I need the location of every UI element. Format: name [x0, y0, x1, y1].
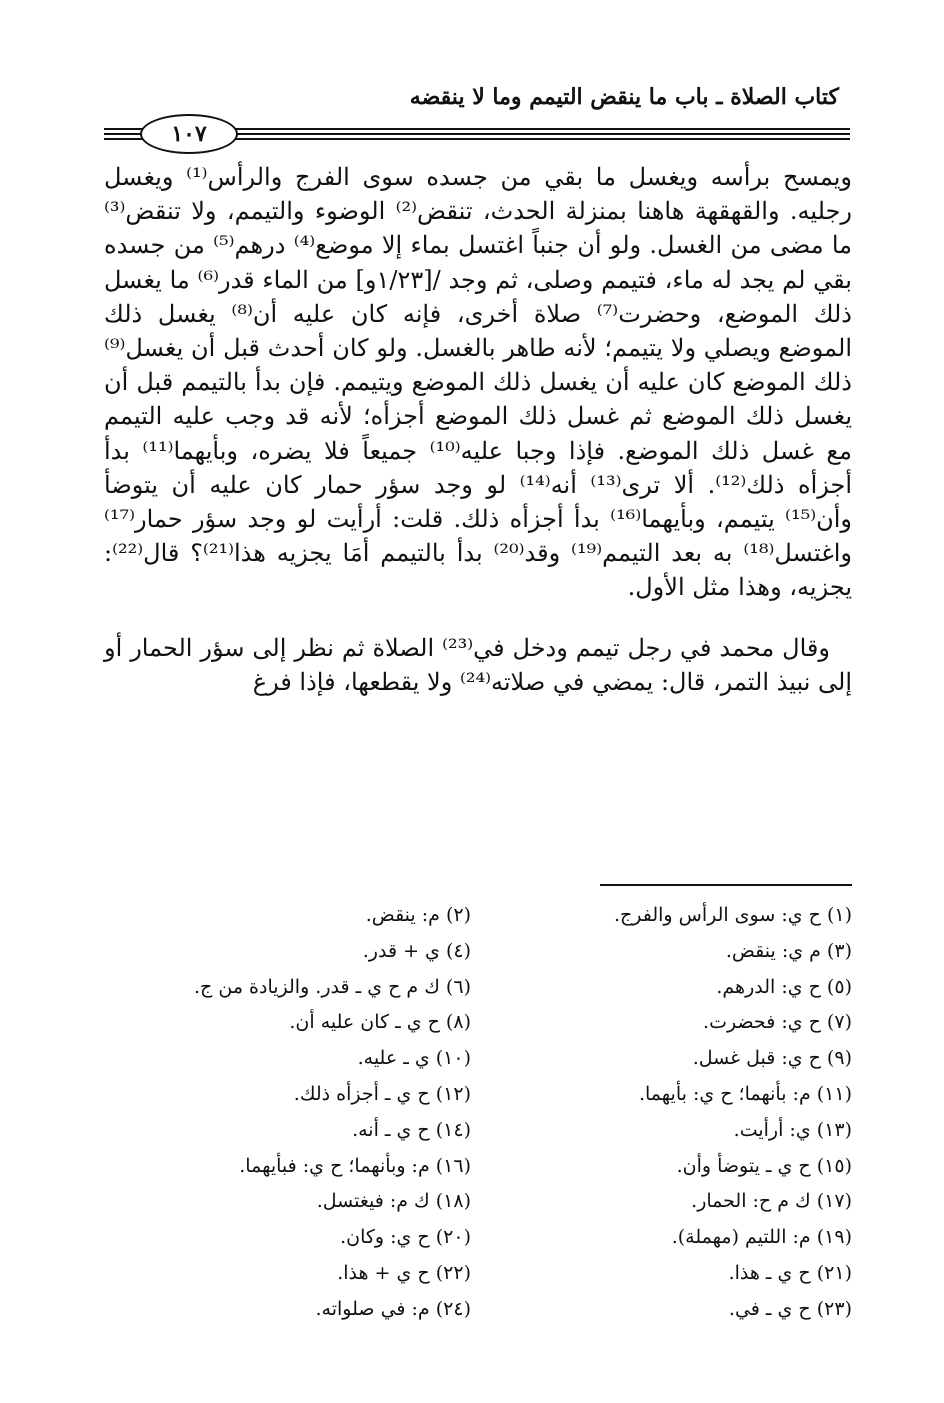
footnote-8: (٨) ح ي ـ كان عليه أن. [289, 1011, 471, 1034]
footnote-16: (١٦) م: وبأنهما؛ ح ي: فبأيهما. [239, 1154, 471, 1177]
footnote-21: (٢١) ح ي ـ هذا. [728, 1261, 852, 1284]
paragraph-1: ويمسح برأسه ويغسل ما بقي من جسده سوى الفرج والرأس⁽¹⁾ ويغسل رجليه. والقهقهة هاهنا بمنزلة الحدث، تنقض⁽²⁾ الوضوء والتيمم، ولا تنقض⁽³⁾ ما مضى من الغسل. ولو أن جنباً اغتسل بماء إلا موضع⁽⁴⁾ درهم⁽⁵⁾ من جسده بقي لم يجد له ماء، فتيمم وصلى، ثم وجد /[١/٢٣و] من الماء قدر⁽⁶⁾ ما يغسل ذلك الموضع، وحضرت⁽⁷⁾ صلاة أخرى، فإنه كان عليه أن⁽⁸⁾ يغسل ذلك الموضع ويصلي ولا يتيمم؛ لأنه طاهر بالغسل. ولو كان أحدث قبل أن يغسل⁽⁹⁾ ذلك الموضع كان عليه أن يغسل ذلك الموضع ويتيمم. فإن بدأ بالتيمم قبل أن يغسل ذلك الموضع ثم غسل ذلك الموضع أجزأه؛ لأنه قد وجب عليه التيمم مع غسل ذلك الموضع. فإذا وجبا عليه⁽¹⁰⁾ جميعاً فلا يضره، وبأيهما⁽¹¹⁾ بدأ أجزأه ذلك⁽¹²⁾. ألا ترى⁽¹³⁾ أنه⁽¹⁴⁾ لو وجد سؤر حمار كان عليه أن يتوضأ وأن⁽¹⁵⁾ يتيمم، وبأيهما⁽¹⁶⁾ بدأ أجزأه ذلك. قلت: أرأيت لو وجد سؤر حمار⁽¹⁷⁾ واغتسل⁽¹⁸⁾ به بعد التيمم⁽¹⁹⁾ وقد⁽²⁰⁾ بدأ بالتيمم أمَا يجزيه هذا⁽²¹⁾؟ قال⁽²²⁾: يجزيه، وهذا مثل الأول. [104, 163, 853, 602]
footnote-6: (٦) ك م ح ي ـ قدر. والزيادة من ج. [194, 975, 471, 998]
footnote-2: (٢) م: ينقض. [365, 904, 471, 926]
footnote-7: (٧) ح ي: فحضرت. [703, 1011, 852, 1034]
footnote-24: (٢٤) م: في صلواته. [315, 1297, 471, 1320]
footnote-4: (٤) ي + قدر. [362, 939, 471, 962]
footnote-19: (١٩) م: اللتيم (مهملة). [671, 1226, 852, 1249]
footnote-10: (١٠) ي ـ عليه. [357, 1047, 471, 1070]
main-text [104, 160, 852, 699]
footnote-12: (١٢) ح ي ـ أجزأه ذلك. [293, 1082, 471, 1105]
footnote-18: (١٨) ك م: فيغتسل. [316, 1190, 471, 1213]
footnote-separator [600, 884, 852, 886]
footnote-3: (٣) م ي: ينقض. [725, 939, 852, 962]
footnote-11: (١١) م: بأنهما؛ ح ي: بأيهما. [638, 1082, 852, 1105]
footnote-17: (١٧) ك م ح: الحمار. [691, 1190, 852, 1213]
footnote-15: (١٥) ح ي ـ يتوضأ وأن. [676, 1154, 852, 1177]
footnote-9: (٩) ح ي: قبل غسل. [692, 1047, 852, 1070]
footnotes [120, 898, 852, 1328]
footnote-13: (١٣) ي: أرأيت. [733, 1118, 852, 1141]
footnote-14: (١٤) ح ي ـ أنه. [352, 1118, 471, 1141]
footnote-22: (٢٢) ح ي + هذا. [337, 1261, 471, 1284]
footnote-20: (٢٠) ح ي: وكان. [340, 1226, 471, 1249]
footnote-1: (١) ح ي: سوى الرأس والفرج. [613, 904, 852, 926]
page-number: ١٠٧ [140, 114, 238, 154]
footnote-23: (٢٣) ح ي ـ في. [728, 1297, 852, 1320]
paragraph-2: وقال محمد في رجل تيمم ودخل في⁽²³⁾ الصلاة ثم نظر إلى سؤر الحمار أو إلى نبيذ التمر، قال: يمضي في صلاته⁽²⁴⁾ ولا يقطعها، فإذا فرغ [104, 633, 852, 696]
running-header-title: كتاب الصلاة ـ باب ما ينقض التيمم وما لا ينقضه [409, 84, 839, 110]
footnote-5: (٥) ح ي: الدرهم. [716, 975, 852, 998]
